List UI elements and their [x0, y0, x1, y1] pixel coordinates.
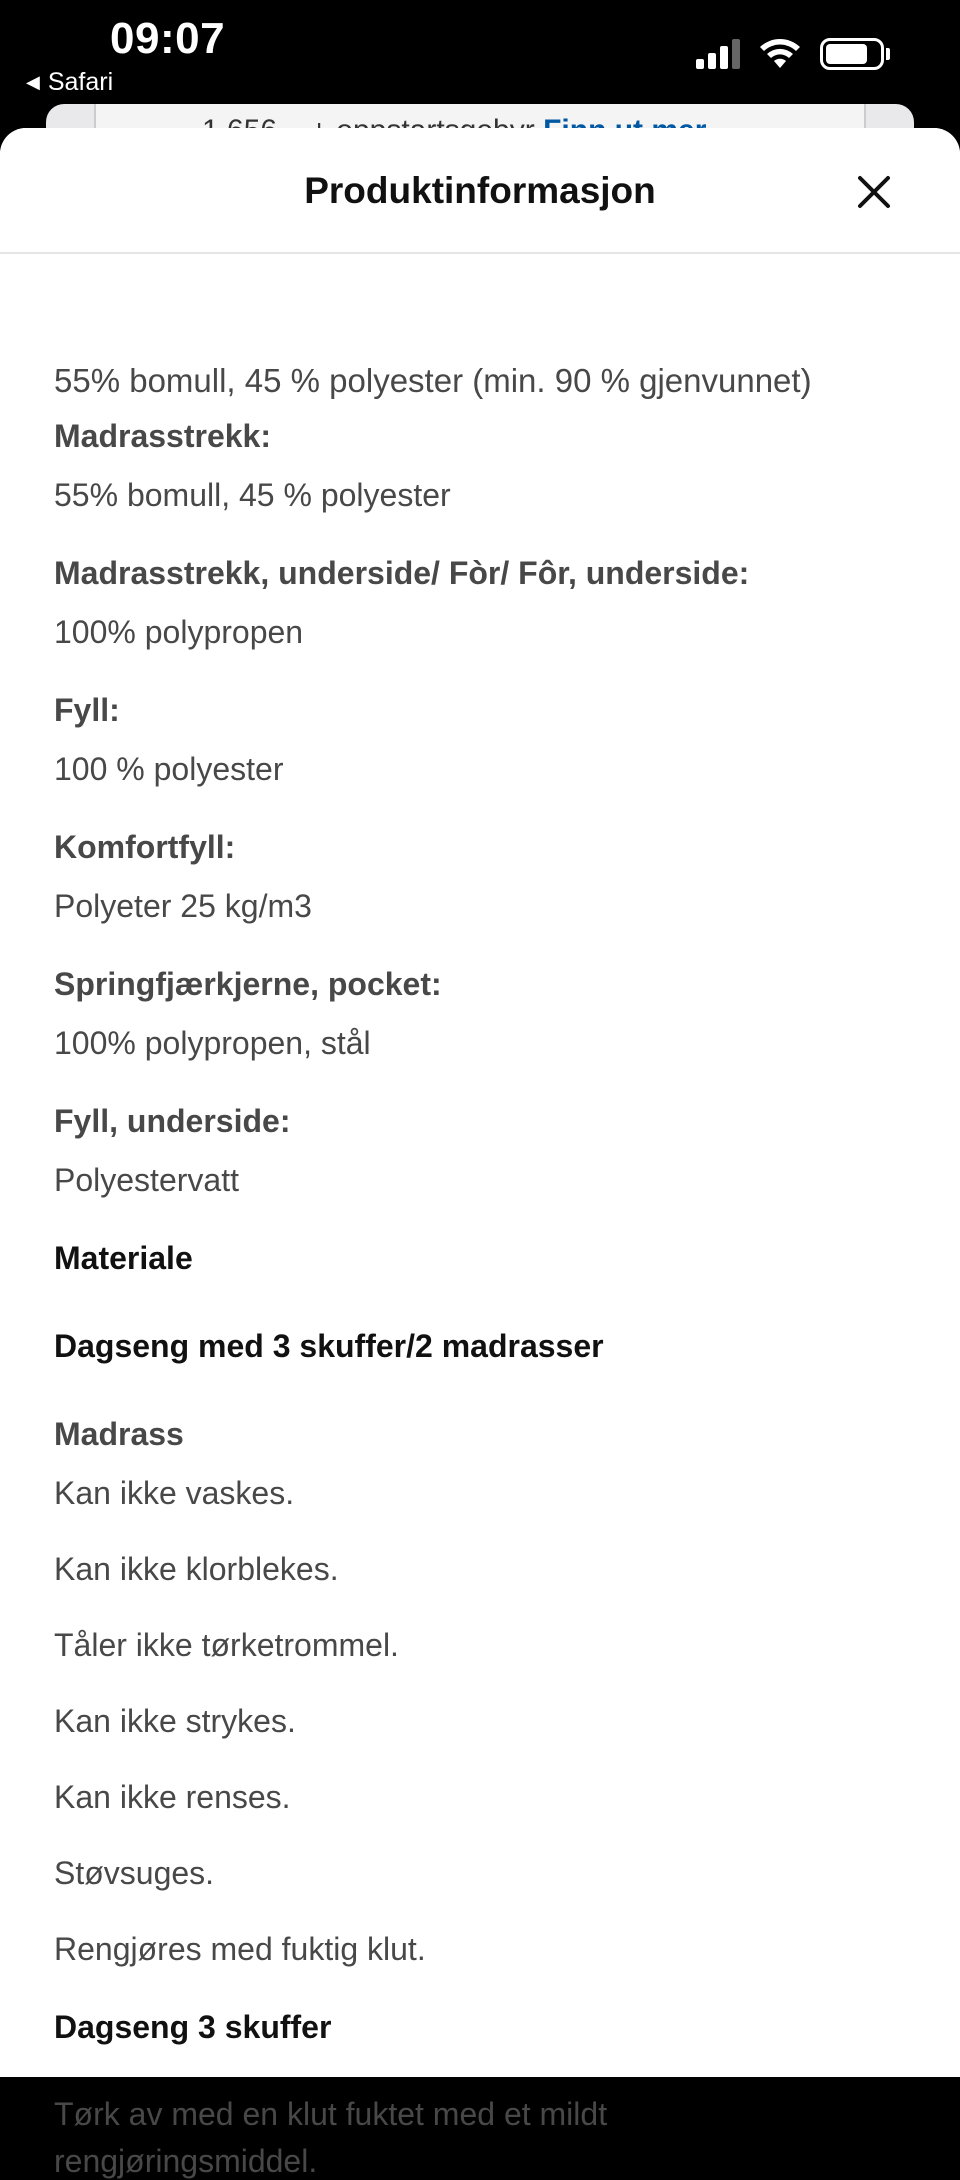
product2-care-line: Tørk av med en klut fuktet med et mildt: [54, 2096, 608, 2132]
close-icon: [856, 174, 892, 210]
material-label: Madrasstrekk:: [54, 418, 271, 454]
care-instruction: Kan ikke renses.: [54, 1779, 291, 1815]
care-instruction: Kan ikke strykes.: [54, 1703, 296, 1739]
battery-icon: [820, 38, 890, 70]
material-value: 100 % polyester: [54, 751, 284, 787]
material-value: Polyeter 25 kg/m3: [54, 888, 312, 924]
close-button[interactable]: [856, 174, 892, 210]
status-icons: [696, 38, 890, 70]
product-title: Dagseng med 3 skuffer/2 madrasser: [54, 1328, 604, 1364]
material-label: Madrasstrekk, underside/ Fòr/ Fôr, underside:: [54, 555, 750, 591]
material-label: Springfjærkjerne, pocket:: [54, 966, 442, 1002]
sheet-header: [0, 128, 960, 254]
material-value: 100% polypropen, stål: [54, 1025, 371, 1061]
material-label: Komfortfyll:: [54, 829, 236, 865]
material-label: Fyll:: [54, 692, 120, 728]
back-app-label: Safari: [47, 68, 114, 96]
cut-off-material-value: 55% bomull, 45 % polyester (min. 90 % gjenvunnet): [54, 362, 812, 399]
material-value: Polyestervatt: [54, 1162, 239, 1198]
back-triangle-icon: ◀: [26, 72, 40, 92]
material-value: 100% polypropen: [54, 614, 304, 650]
care-instruction: Tåler ikke tørketrommel.: [54, 1627, 399, 1663]
product2-care-line: rengjøringsmiddel.: [54, 2143, 318, 2179]
status-time: 09:07: [110, 14, 226, 63]
product-info-sheet: [0, 128, 960, 2179]
product2-title: Dagseng 3 skuffer: [54, 2009, 332, 2045]
care-instruction: Støvsuges.: [54, 1855, 215, 1891]
care-instruction: Rengjøres med fuktig klut.: [54, 1931, 426, 1967]
material-value: 55% bomull, 45 % polyester: [54, 477, 451, 513]
cellular-signal-icon: [696, 39, 740, 69]
sheet-title: Produktinformasjon: [304, 170, 656, 211]
care-subtitle: Madrass: [54, 1416, 184, 1452]
care-instruction: Kan ikke vaskes.: [54, 1475, 295, 1511]
wifi-icon: [758, 38, 802, 70]
section-title-materiale: Materiale: [54, 1240, 193, 1276]
back-to-safari-link[interactable]: [26, 68, 113, 97]
care-instruction: Kan ikke klorblekes.: [54, 1551, 339, 1587]
material-label: Fyll, underside:: [54, 1103, 291, 1139]
